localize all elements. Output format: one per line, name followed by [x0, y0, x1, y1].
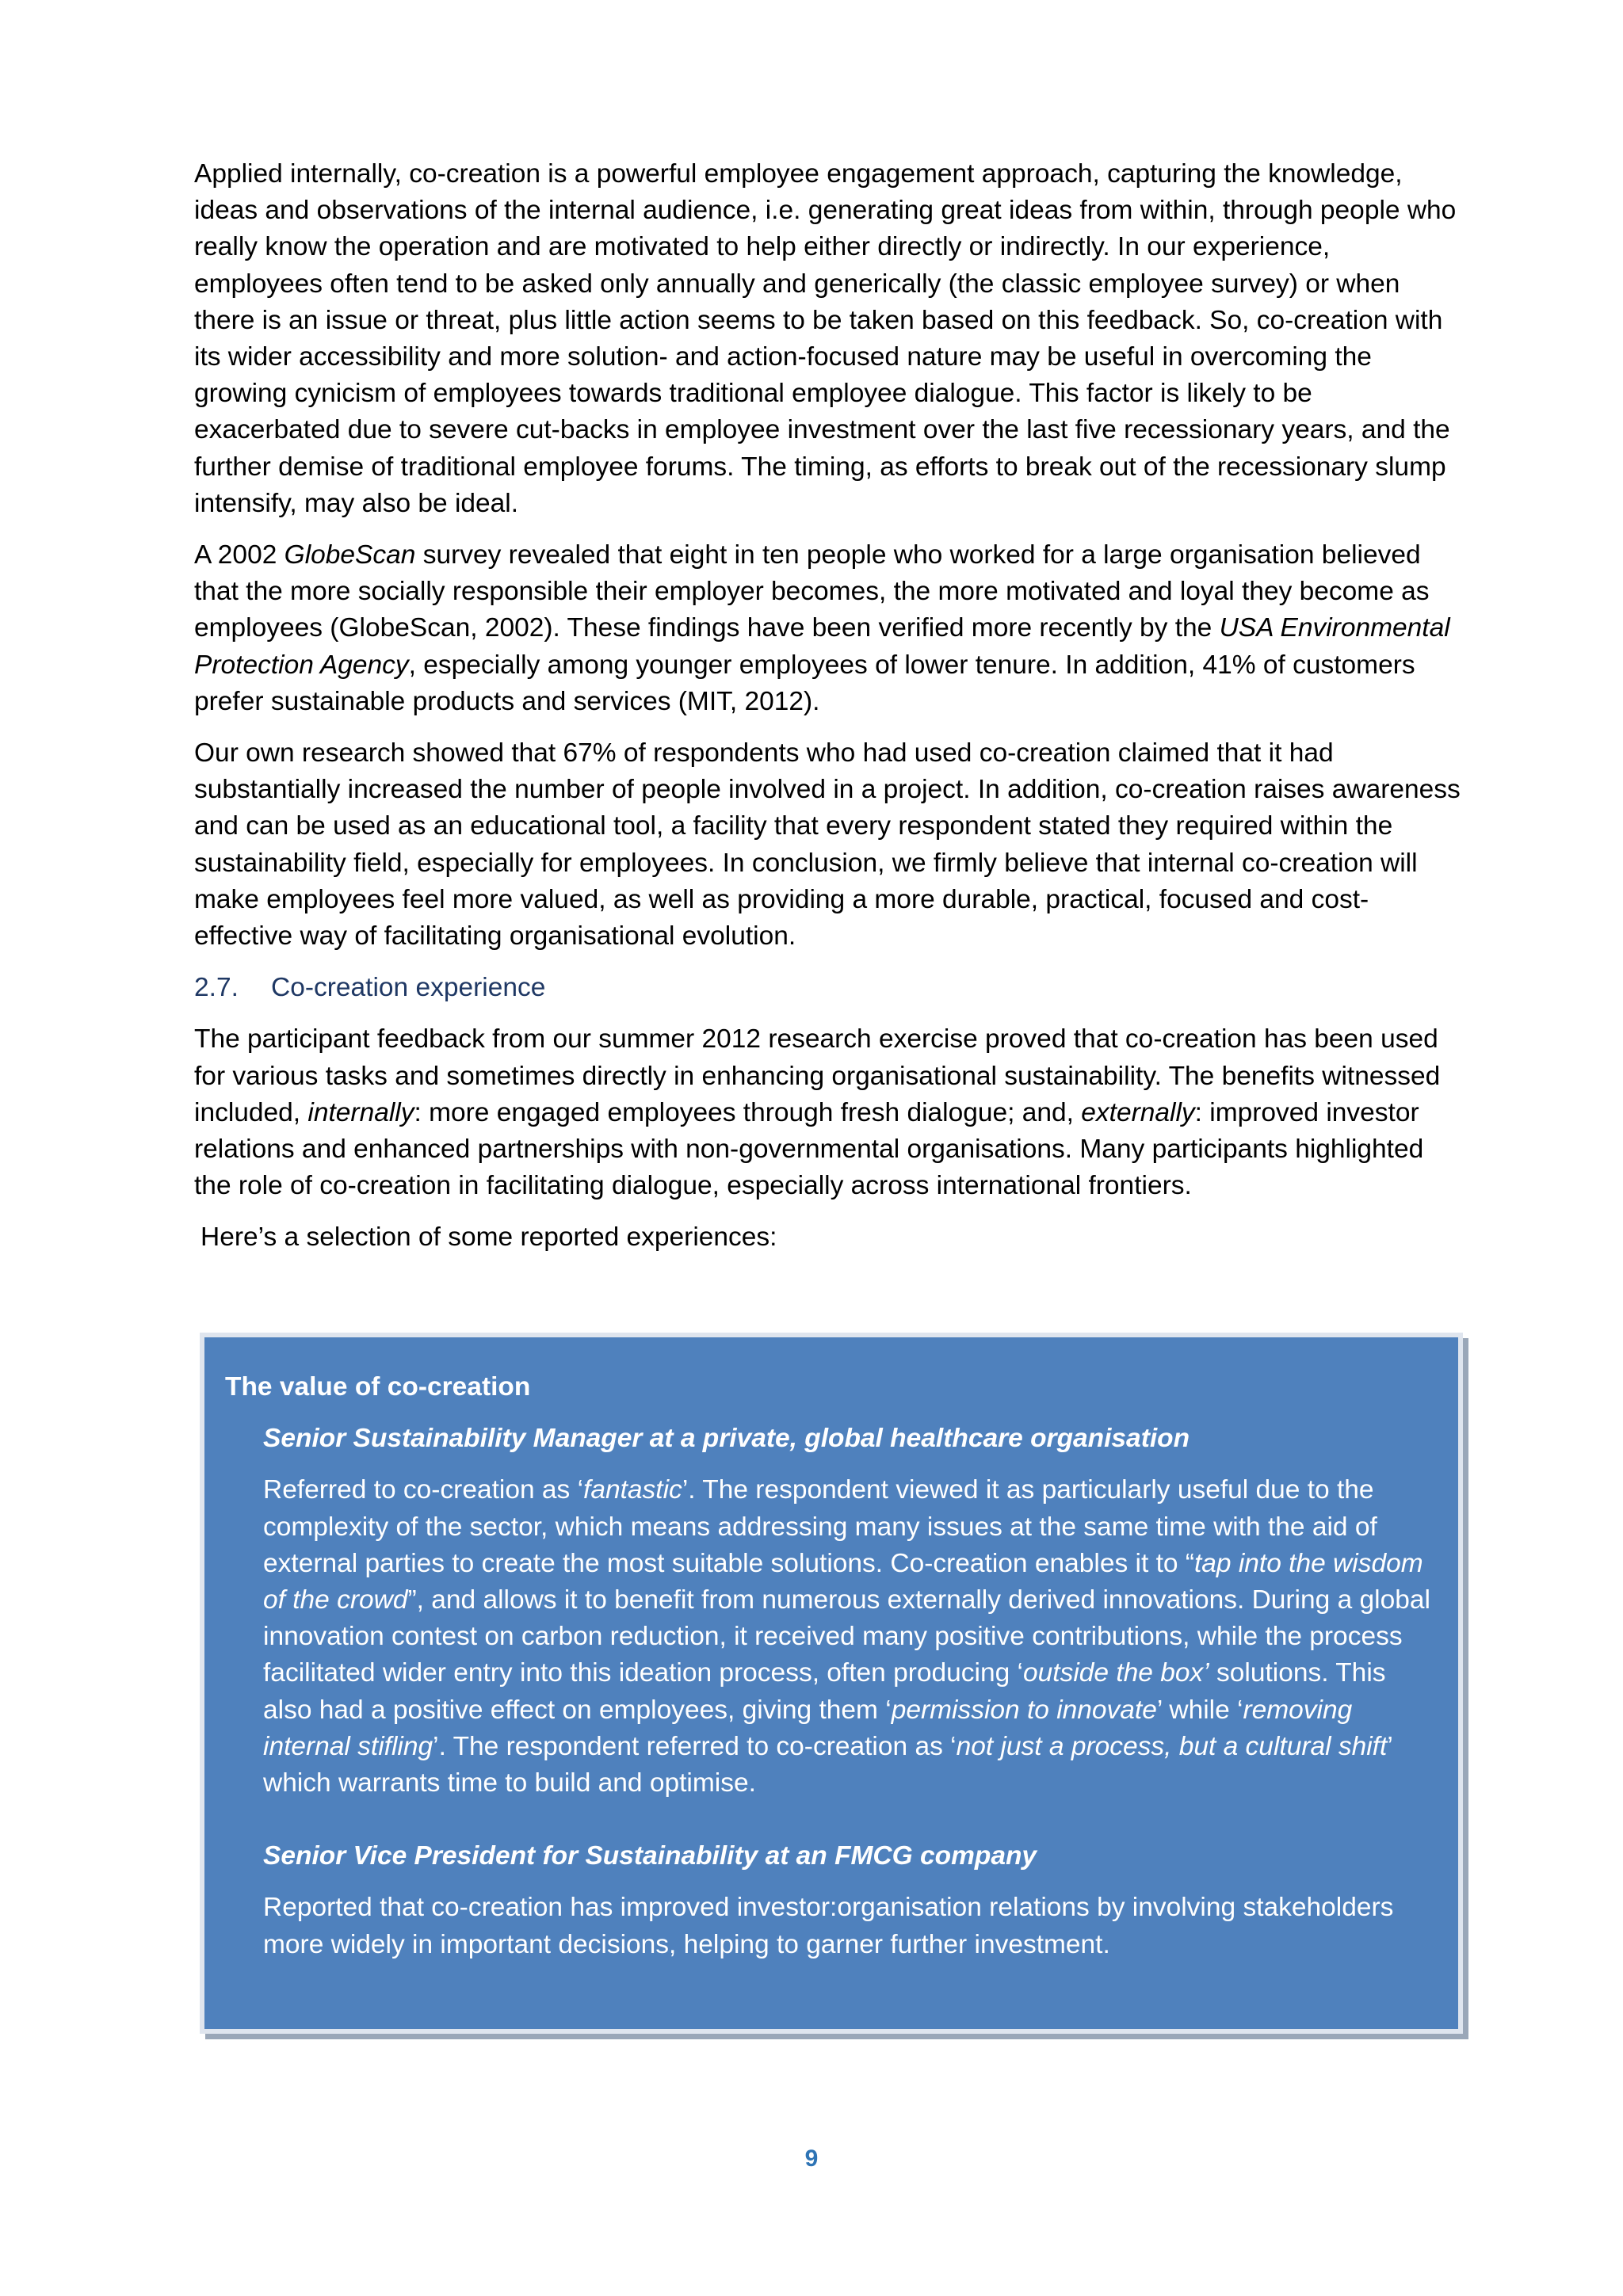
- page-number: 9: [804, 2145, 819, 2172]
- callout-box: [200, 1333, 1463, 2034]
- case-fmcg-text: Reported that co-creation has improved investor:organisation relations by involving stakeholders more widely in important decisions, helping to garner further investment.: [263, 1893, 1394, 1959]
- text-run: solutions. This also had a positive effect on employees, giving them ‘: [263, 1658, 1386, 1725]
- body-text: [194, 156, 1462, 1257]
- italic-run: internally: [307, 1097, 414, 1127]
- text-run: The participant feedback from our summer 2012 research exercise proved that co-creation has been used for various tasks and sometimes directly in enhancing organisational sustainability. The benefits witnessed included,: [194, 1024, 1441, 1127]
- italic-run: removing internal stifling: [263, 1695, 1353, 1761]
- case-healthcare-text: [263, 1472, 1442, 1802]
- paragraph-participant-feedback: [194, 1021, 1462, 1204]
- paragraph-globescan: [194, 537, 1462, 720]
- italic-run: not just a process, but a cultural shift: [956, 1731, 1388, 1761]
- text-run: : more engaged employees through fresh dialogue; and,: [414, 1097, 1082, 1127]
- text-run: ”, and allows it to benefit from numerous externally derived innovations. During a global innovation contest on carbon reduction, it received many positive contributions, while the process facilitated wider entry into this ideation process, often producing ‘: [263, 1585, 1430, 1688]
- text-run: ’ while ‘: [1156, 1695, 1243, 1725]
- paragraph-internal-co-creation: Applied internally, co-creation is a powerful employee engagement approach, capturing the knowledge, ideas and observations of the internal audience, i.e. generating great ideas from within, through people who really know the operation and are motivated to help either directly or indirectly. In our experience, employees often tend to be asked only annually and generically (the classic employee survey) or when there is an issue or threat, plus little action seems to be taken based on this feedback. So, co-creation with its wider accessibility and more solution- and action-focused nature may be useful in overcoming the growing cynicism of employees towards traditional employee dialogue. This factor is likely to be exacerbated due to severe cut-backs in employee investment over the last five recessionary years, and the further demise of traditional employee forums. The timing, as efforts to break out of the recessionary slump intensify, may also be ideal.: [194, 159, 1457, 518]
- italic-run: externally: [1081, 1097, 1195, 1127]
- selection-lead: Here’s a selection of some reported experiences:: [200, 1222, 777, 1253]
- callout-content: [225, 1369, 1442, 2000]
- italic-run: USA Environmental Protection Agency: [194, 613, 1450, 680]
- italic-run: fantastic: [583, 1475, 682, 1505]
- italic-run: outside the box’: [1023, 1658, 1209, 1688]
- italic-run: permission to innovate: [891, 1695, 1157, 1725]
- text-run: , especially among younger employees of lower tenure. In addition, 41% of customers prefer sustainable products and services (MIT, 2012).: [194, 650, 1415, 716]
- italic-run: tap into the wisdom of the crowd: [263, 1548, 1423, 1615]
- text-run: Referred to co-creation as ‘: [263, 1475, 584, 1505]
- section-number: 2.7.: [194, 973, 239, 1003]
- section-title: Co-creation experience: [271, 973, 546, 1003]
- text-run: ’. The respondent referred to co-creation as ‘: [433, 1731, 957, 1761]
- section-heading: [194, 970, 1462, 1006]
- text-run: A 2002: [194, 540, 285, 570]
- text-run: : improved investor relations and enhanced partnerships with non-governmental organisations. Many participants highlighted the role of co-creation in facilitating dialogue, especially across international frontiers.: [194, 1097, 1424, 1201]
- case-healthcare-subtitle: Senior Sustainability Manager at a private, global healthcare organisation: [263, 1424, 1190, 1454]
- callout-title: The value of co-creation: [225, 1372, 531, 1402]
- italic-run: GlobeScan: [284, 540, 416, 570]
- text-run: ’ which warrants time to build and optimise.: [263, 1731, 1392, 1798]
- case-fmcg-subtitle: Senior Vice President for Sustainability at an FMCG company: [263, 1841, 1037, 1871]
- paragraph-own-research: Our own research showed that 67% of respondents who had used co-creation claimed that it had substantially increased the number of people involved in a project. In addition, co-creation raises awareness and can be used as an educational tool, a facility that every respondent stated they required within the sustainability field, especially for employees. In conclusion, we firmly believe that internal co-creation will make employees feel more valued, as well as providing a more durable, practical, focused and cost-effective way of facilitating organisational evolution.: [194, 738, 1461, 952]
- text-run: ’. The respondent viewed it as particularly useful due to the complexity of the sector, which means addressing many issues at the same time with the aid of external parties to create the most suitable solutions. Co-creation enables it to “: [263, 1475, 1377, 1578]
- text-run: survey revealed that eight in ten people who worked for a large organisation believed that the more socially responsible their employer becomes, the more motivated and loyal they become as employees (GlobeScan, 2002). These findings have been verified more recently by the: [194, 540, 1430, 643]
